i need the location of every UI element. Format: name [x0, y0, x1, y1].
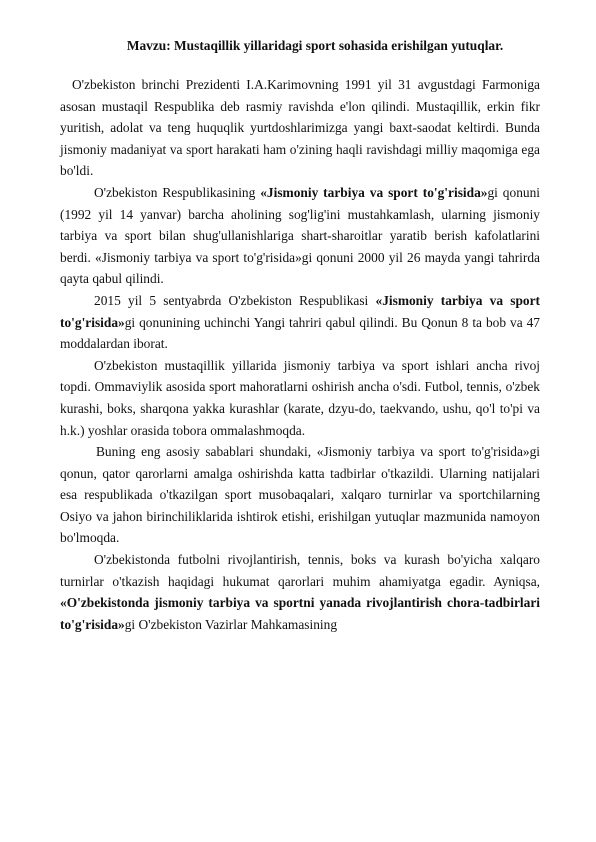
paragraph-sport-development: O'zbekiston mustaqillik yillarida jismoniy tarbiya va sport ishlari ancha rivoj topdi. Ommaviylik asosida sport mahoratlarni oshirish ancha o'sdi. Futbol, tennis, o'zbek kurashi, boks, sharqona yakka kurashlar (karate, dzyu-do, taekvando, ushu, qo'l to'pi va h.k.) yoshlar orasida tobora ommalashmoqda. [60, 357, 540, 438]
resolution-title-bold: «O'zbekistonda jismoniy tarbiya va sportni yanada rivojlantirish chora-tadbirlari to'g'risida» [60, 595, 540, 632]
paragraph-text-pre: O'zbekistonda futbolni rivojlantirish, tennis, boks va kurash bo'yicha xalqaro turnirlar o'tkazish haqidagi hukumat qarorlari muhim ahamiyatga egadir. Ayniqsa, [60, 552, 540, 589]
paragraph-football-tennis [60, 549, 540, 635]
paragraph-independence: O'zbekiston brinchi Prezidenti I.A.Karimovning 1991 yil 31 avgustdagi Farmoniga asosan mustaqil Respublika deb rasmiy ravishda e'lon qilindi. Mustaqillik, erkin fikr yuritish, adolat va teng huquqlik yurtdoshlarimizga yangi baxt-saodat keltirdi. Bunda jismoniy madaniyat va sport harakati ham o'zining haqli ravishdagi milliy maqomiga ega bo'ldi. [60, 77, 540, 179]
paragraph-main-reasons: Buning eng asosiy sabablari shundaki, «Jismoniy tarbiya va sport to'g'risida»gi qonun, qator qarorlarni amalga oshirishda katta tadbirlar o'tkazildi. Ularning natijalari esa respublikada o'tkazilgan sport musobaqalari, xalqaro turnirlar va sportchilarning Osiyo va jahon birinchiliklarida ishtirok etishi, erishilgan yutuqlar mazmunida namoyon bo'lmoqda. [60, 444, 540, 546]
paragraph-text-post: gi qonuni (1992 yil 14 yanvar) barcha aholining sog'lig'ini mustahkamlash, ularning jismoniy tarbiya va sport bilan shug'ullanishlariga shart-sharoitlar yaratib berish kafolatlarini berdi. «Jismoniy tarbiya va sport to'g'risida»gi qonuni 2000 yil 26 mayda yangi tahrirda qayta qabul qilindi. [60, 184, 540, 287]
paragraph-sport-law-1992 [60, 182, 540, 290]
law-title-bold: «Jismoniy tarbiya va sport to'g'risida» [60, 292, 540, 330]
paragraph-sport-law-2015 [60, 290, 540, 355]
document-page [60, 36, 540, 635]
document-title: Mavzu: Mustaqillik yillaridagi sport sohasida erishilgan yutuqlar. [126, 38, 504, 53]
paragraph-text-post: gi qonunining uchinchi Yangi tahriri qabul qilindi. Bu Qonun 8 ta bob va 47 moddalardan iborat. [60, 314, 540, 352]
paragraph-text-post: gi O'zbekiston Vazirlar Mahkamasining [124, 616, 338, 632]
paragraph-text-pre: 2015 yil 5 sentyabrda O'zbekiston Respublikasi [94, 292, 376, 308]
paragraph-text-pre: O'zbekiston Respublikasining [94, 184, 261, 200]
law-title-bold: «Jismoniy tarbiya va sport to'g'risida» [260, 184, 488, 200]
